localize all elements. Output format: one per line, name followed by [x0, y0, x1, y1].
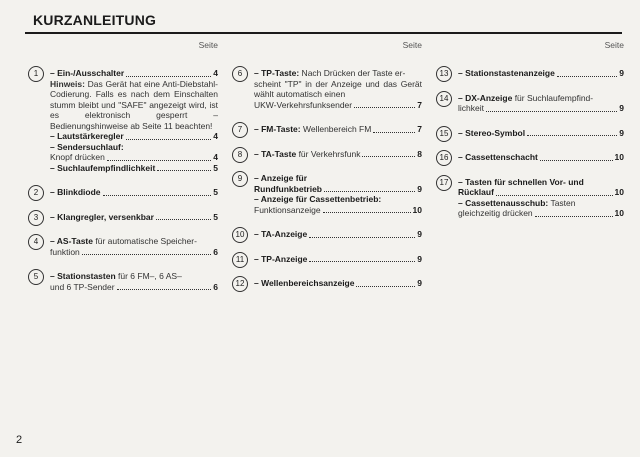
entry-desc: scheint "TP" in der Anzeige und das Gerät wählt automatisch einen: [254, 78, 422, 99]
entry-page: 7: [417, 124, 422, 134]
entry-title: – Tasten für schnellen Vor- und: [458, 176, 584, 187]
entry-title: – Ein-/Ausschalter: [50, 68, 125, 78]
hinweis-text: Das Gerät hat eine Anti-Diebstahl-Codierung. Falls es nach dem Einschalten stumm bleibt und "SAFE" angezeigt wird, ist es elektronisch gesperrt – Bedienungshinweise ab Seite 11 beachten!: [50, 78, 218, 131]
entry-page: 9: [417, 278, 422, 288]
entry-7: [232, 124, 422, 135]
entry-10: [232, 229, 422, 240]
entry-page: 9: [417, 229, 422, 239]
column-1: [28, 40, 218, 306]
sub-entry-desc: gleichzeitig drücken: [458, 208, 533, 218]
entry-page: 8: [417, 148, 422, 159]
entry-title: – TP-Anzeige: [254, 253, 308, 264]
entry-page: 9: [417, 253, 422, 264]
entry-13: [436, 68, 624, 79]
sub-entry-page: 4: [213, 152, 218, 162]
entry-desc: für automatische Speicher-: [93, 236, 197, 246]
item-number-badge: 9: [232, 171, 248, 187]
entry-page: 5: [213, 211, 218, 222]
entry-page: 6: [213, 281, 218, 292]
entry-desc: Nach Drücken der Taste er-: [299, 68, 406, 78]
sub-entry-title: – Sendersuchlauf:: [50, 141, 124, 152]
item-number-badge: 5: [28, 269, 44, 285]
entry-title: – TP-Taste:: [254, 68, 300, 78]
entry-desc: lichkeit: [458, 103, 484, 113]
entry-title: – Stereo-Symbol: [458, 127, 526, 138]
sub-entry-page: 4: [213, 131, 218, 141]
hinweis-note: [50, 79, 218, 132]
item-number-badge: 16: [436, 150, 452, 166]
item-number-badge: 14: [436, 91, 452, 107]
entry-page: 9: [619, 127, 624, 138]
item-number-badge: 4: [28, 234, 44, 250]
item-number-badge: 1: [28, 66, 44, 82]
column-3: [436, 40, 624, 233]
item-number-badge: 15: [436, 126, 452, 142]
entry-page: 4: [213, 68, 218, 78]
seite-label: Seite: [198, 40, 218, 50]
sub-entry-desc: Tasten: [548, 197, 576, 208]
item-number-badge: 7: [232, 122, 248, 138]
seite-label: Seite: [402, 40, 422, 50]
entry-6: [232, 68, 422, 110]
entry-8: [232, 149, 422, 160]
entry-page: 9: [619, 103, 624, 113]
entry-title: – DX-Anzeige: [458, 92, 513, 103]
page-number: 2: [16, 434, 23, 446]
entry-title: – Klangregler, versenkbar: [50, 211, 154, 222]
item-number-badge: 12: [232, 276, 248, 292]
entry-14: [436, 93, 624, 114]
item-number-badge: 10: [232, 227, 248, 243]
page-title: KURZANLEITUNG: [33, 12, 157, 28]
entry-11: [232, 254, 422, 265]
entry-page: 6: [213, 246, 218, 257]
entry-page: 9: [619, 68, 624, 78]
entry-title: – AS-Taste: [50, 236, 93, 246]
entry-9: [232, 173, 422, 215]
item-number-badge: 17: [436, 175, 452, 191]
entry-title: – Wellenbereichsanzeige: [254, 278, 355, 288]
sub-entry-title: – Anzeige für Cassettenbetrieb:: [254, 194, 382, 204]
sub-entry-page: 10: [412, 204, 422, 215]
entry-17: [436, 177, 624, 219]
entry-title: – Stationstastenanzeige: [458, 68, 555, 78]
entry-16: [436, 152, 624, 163]
entry-desc: Wellenbereich FM: [300, 124, 372, 134]
entry-page: 10: [614, 152, 624, 162]
entry-2: [28, 187, 218, 198]
sub-entry-title: – Suchlaufempfindlichkeit: [50, 162, 156, 173]
entry-title: – Cassettenschacht: [458, 152, 538, 162]
entry-title: – Stationstasten: [50, 271, 116, 281]
entry-1: [28, 68, 218, 173]
seite-label: Seite: [604, 40, 624, 50]
entry-5: [28, 271, 218, 292]
entry-desc: für Verkehrsfunk: [296, 148, 361, 159]
item-number-badge: 6: [232, 66, 248, 82]
entry-desc: funktion: [50, 246, 80, 257]
sub-entry-desc: Knopf drücken: [50, 152, 105, 162]
title-bar: [25, 6, 622, 34]
sub-entry-title: – Cassettenausschub:: [458, 197, 549, 208]
entry-page: 10: [614, 187, 624, 197]
item-number-badge: 8: [232, 147, 248, 163]
sub-entry-page: 10: [614, 208, 624, 218]
entry-desc: für Suchlaufempfind-: [512, 92, 594, 103]
entry-title: – Blinkdiode: [50, 187, 101, 197]
entry-12: [232, 278, 422, 289]
entry-4: [28, 236, 218, 257]
entry-desc: UKW-Verkehrsfunksender: [254, 99, 353, 110]
item-number-badge: 3: [28, 210, 44, 226]
entry-title: – TA-Anzeige: [254, 229, 308, 239]
hinweis-label: Hinweis:: [50, 78, 85, 89]
entry-desc: und 6 TP-Sender: [50, 281, 115, 292]
sub-entry-page: 5: [213, 162, 218, 173]
entry-desc: für 6 FM–, 6 AS–: [115, 271, 182, 281]
entry-3: [28, 212, 218, 223]
entry-title-cont: Rundfunkbetrieb: [254, 183, 322, 194]
entry-15: [436, 128, 624, 139]
entry-title: – TA-Taste: [254, 148, 297, 159]
entry-title-cont: Rücklauf: [458, 187, 494, 197]
entry-title: – FM-Taste:: [254, 124, 301, 134]
item-number-badge: 2: [28, 185, 44, 201]
entry-title: – Anzeige für: [254, 173, 308, 183]
item-number-badge: 13: [436, 66, 452, 82]
item-number-badge: 11: [232, 252, 248, 268]
sub-entry-desc: Funktionsanzeige: [254, 204, 321, 215]
sub-entry-title: – Lautstärkeregler: [50, 131, 124, 141]
entry-page: 7: [417, 99, 422, 110]
entry-page: 5: [213, 187, 218, 197]
entry-page: 9: [417, 183, 422, 194]
column-2: [232, 40, 422, 303]
